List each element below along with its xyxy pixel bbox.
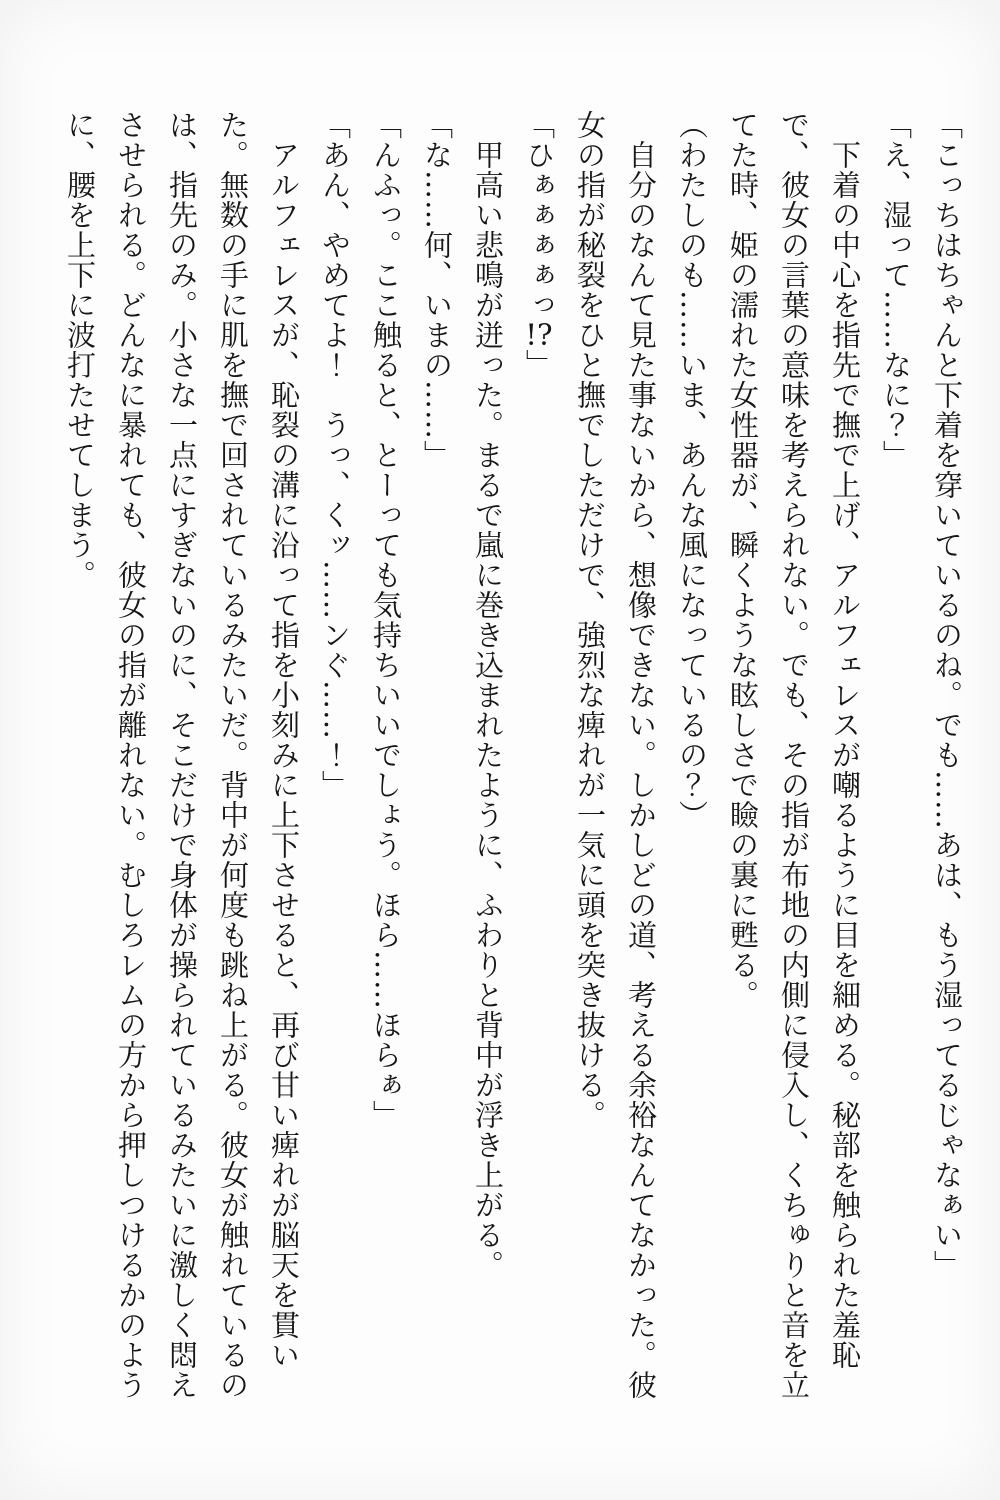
text-column: 下着の中心を指先で撫で上げ、アルフェレスが嘲るように目を細める。秘部を触られた羞恥 (828, 140, 862, 1370)
text-column: 「こっちはちゃんと下着を穿いているのね。でも……あは、もう湿ってるじゃなぁい」 (930, 110, 964, 1280)
text-column: 「あん、やめてよ！ うっ、くッ……ンぐ……！」 (318, 110, 352, 800)
text-column: た。無数の手に肌を撫で回されているみたいだ。背中が何度も跳ね上がる。彼女が触れているの (216, 110, 250, 1400)
text-column: （わたしのも……いま、あんな風になっているの？） (675, 110, 709, 830)
text-column: は、指先のみ。小さな一点にすぎないのに、そこだけで身体が操られているみたいに激しく悶え (165, 110, 199, 1400)
page-text (54, 110, 972, 1420)
text-column: 「ひぁぁぁぁっ!?」 (522, 110, 556, 379)
text-column: 甲高い悲鳴が迸った。まるで嵐に巻き込まれたように、ふわりと背中が浮き上がる。 (471, 140, 505, 1280)
text-column: 自分のなんて見た事ないから、想像できない。しかしどの道、考える余裕なんてなかった。彼 (624, 140, 658, 1400)
text-column: 「え、湿って……なに？」 (879, 110, 913, 470)
exclamation-question-tcy: !? (525, 320, 553, 349)
text-column: アルフェレスが、恥裂の溝に沿って指を小刻みに上下させると、再び甘い痺れが脳天を貫い (267, 140, 301, 1370)
text-column: 「な……何、いまの……」 (420, 110, 454, 470)
text-column: 「んふっ。ここ触ると、とーっても気持ちいいでしょう。ほら……ほらぁ」 (369, 110, 403, 1130)
text-column: 女の指が秘裂をひと撫でしただけで、強烈な痺れが一気に頭を突き抜ける。 (573, 110, 607, 1130)
text-column: で、彼女の言葉の意味を考えられない。でも、その指が布地の内側に侵入し、くちゅりと音を立 (777, 110, 811, 1400)
text-column: させられる。どんなに暴れても、彼女の指が離れない。むしろレムの方から押しつけるかのよう (114, 110, 148, 1400)
text-column: に、腰を上下に波打たせてしまう。 (63, 110, 97, 590)
text-column: てた時、姫の濡れた女性器が、瞬くような眩しさで瞼の裏に甦る。 (726, 110, 760, 1010)
